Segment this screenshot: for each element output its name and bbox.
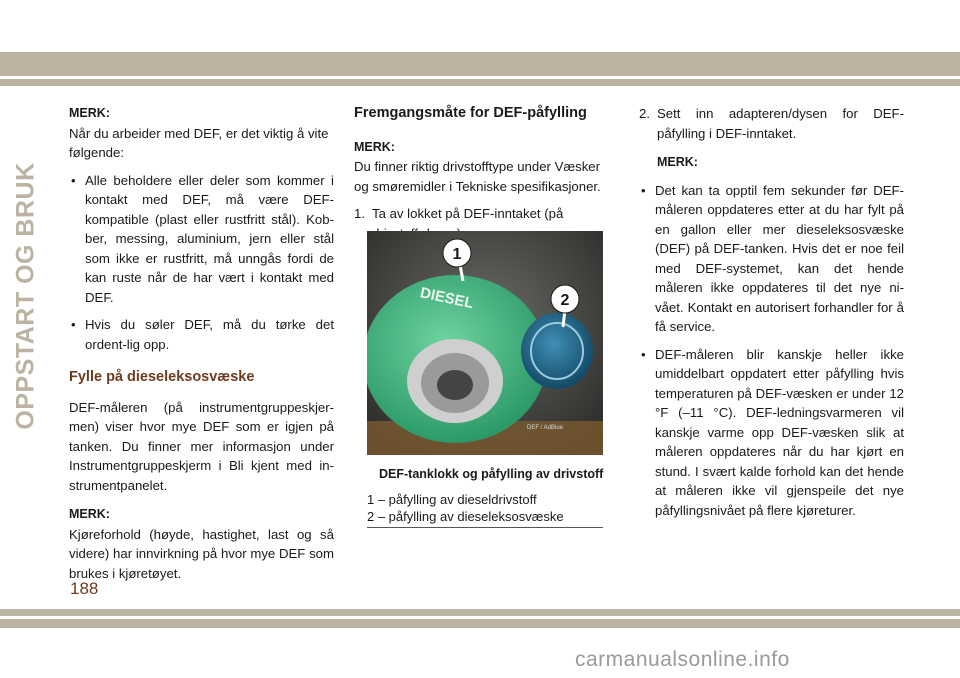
footer-band xyxy=(0,619,960,628)
step-number: 2. xyxy=(639,106,650,121)
callout-number-2: 2 xyxy=(560,292,570,309)
callout-number-1: 1 xyxy=(452,246,462,263)
bullet-item: • Alle beholdere eller deler som kommer i kontakt med DEF, må være DEF-kompatible (plast eller rustfritt stål). Kob-ber, messing, aluminium, jern eller stål som ikke er rustfritt, må unngås fordi de kan ruste når de har vært i kontakt med DEF. xyxy=(69,171,334,308)
figure-caption-title: DEF-tanklokk og påfylling av drivstoff xyxy=(379,467,604,481)
page-number: 188 xyxy=(70,579,99,598)
step-item xyxy=(639,104,904,143)
paragraph: DEF-måleren (på instrumentgruppeskjer-men) viser hvor mye DEF som er igjen på tanken. Du finner mer informasjon under Instrumentgruppeskjerm i Bli kjent med in-strumentpanelet. xyxy=(69,399,334,493)
step-text: Sett inn adapteren/dysen for DEF-påfylling i DEF-inntaket. xyxy=(657,106,904,141)
diesel-nozzle-hole xyxy=(437,370,473,400)
header-band xyxy=(0,52,960,76)
figure-legend-item: 1 – påfylling av dieseldrivstoff xyxy=(367,492,537,507)
section-heading: Fylle på dieseleksosvæske xyxy=(69,369,255,385)
note-label: MERK: xyxy=(354,139,395,154)
def-label: DEF / AdBlue xyxy=(527,425,564,431)
caption-rule xyxy=(367,527,603,528)
section-side-title-text: OPPSTART OG BRUK xyxy=(11,162,40,430)
bullet-item: • Det kan ta opptil fem sekunder før DEF-måleren oppdateres etter at du har fylt på en gallon eller mer dieseleksosvæske (DEF) på DEF-tanken. Hvis det er noe feil med DEF-systemet, kan det hende måleren ikke oppdateres til det nye ni-vået. Kontakt en autorisert forhandler for å få service. xyxy=(639,181,904,337)
diesel-cap-text: DIESEL xyxy=(418,284,476,313)
bullet-item: • DEF-måleren blir kanskje heller ikke umiddelbart oppdatert etter påfylling hvis temperaturen på DEF-væsken er under 12 °F (–11 °C). DEF-ledningsvarmeren vil kanskje varme opp DEF-væsken slik at måleren oppdateres når du har kjørt en stund. I svært kalde forhold kan det hende at måleren ikke vil gjenspeile det nye påfyllingsnivået på flere kjøreturer. xyxy=(639,345,904,521)
note-label: MERK: xyxy=(657,155,698,169)
fuel-door-photo xyxy=(367,231,603,455)
footer-stripe xyxy=(0,609,960,616)
bullet-item: • Hvis du søler DEF, må du tørke det ordent-lig opp. xyxy=(69,315,334,354)
note-text: Kjøreforhold (høyde, hastighet, last og så videre) har innvirkning på hvor mye DEF som brukes i kjøretøyet. xyxy=(69,526,334,581)
step-number: 1. xyxy=(354,206,365,221)
section-heading: Fremgangsmåte for DEF-påfylling xyxy=(354,105,587,121)
watermark: carmanualsonline.info xyxy=(575,648,790,671)
note-text: Du finner riktig drivstofftype under Væsker og smøremidler i Tekniske spesifikasjoner. xyxy=(354,159,601,194)
column-left xyxy=(69,104,334,583)
fuel-door-illustration xyxy=(367,231,603,455)
note-label: MERK: xyxy=(69,507,110,521)
step-text: Ta av lokket på DEF-inntaket (på xyxy=(372,206,564,221)
figure-legend-item: 2 – påfylling av dieseleksosvæske xyxy=(367,509,564,524)
note-label: MERK: xyxy=(69,106,110,120)
column-middle xyxy=(354,104,604,243)
header-stripe xyxy=(0,79,960,86)
column-right xyxy=(639,104,904,520)
note-text: Når du arbeider med DEF, er det viktig å vite følgende: xyxy=(69,125,329,160)
